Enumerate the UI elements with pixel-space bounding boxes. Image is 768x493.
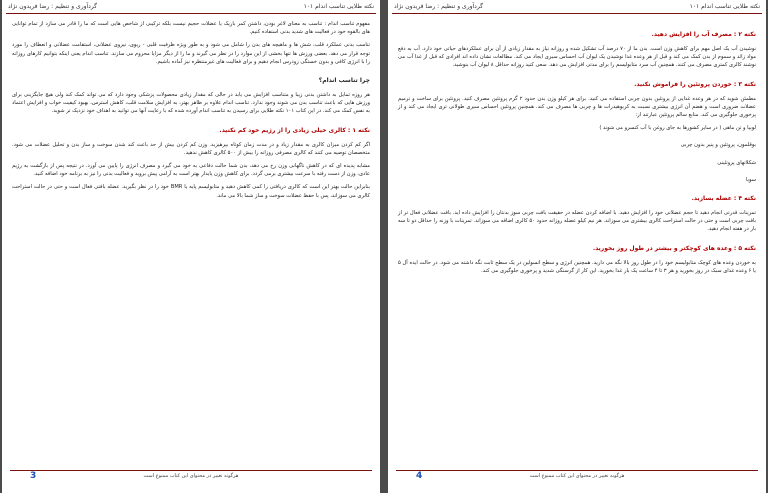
- paragraph: تمرینات قدرتی انجام دهید تا حجم عضلانی خود را افزایش دهید. با اضافه کردن عضله در حقیقت بافت چربی سوز بدنتان را افزایش داده اید. بافت عضلانی فعال تر از بافت چربی است و حتی در حالت استراحت کالری بیشتری می سوزاند. هر نیم کیلو عضله روزانه حدود ۵۰ کالری اضافه می سوزاند. تمرینات با وزنه را حداقل دو تا سه بار در هفته انجام دهید.: [398, 210, 756, 233]
- list-intro: لوبیا و تن ماهی ( در سایر کشورها به جای روغن با آب کنسرو می شوند ): [599, 125, 756, 132]
- page-header: [392, 3, 762, 14]
- tip-heading: نکته ۳ : خوردن پروتئین را فراموش نکنید.: [634, 80, 756, 88]
- paragraph: مطمئن شوید که در هر وعده غذایی از پروتئین بدون چربی استفاده می کنید. برای هر کیلو وزن بدن حدود ۲ گرم پروتئین مصرف کنید. پروتئین برای ساخت و ترمیم عضلات ضروری است و هضم آن انرژی بیشتری نسبت به کربوهیدرات ها و چربی ها مصرف می کند. همچنین پروتئین احساس سیری طولانی تری ایجاد می کند و از پرخوری جلوگیری می کند. منابع سالم پروتئین عبارتند از:: [398, 95, 756, 119]
- paragraph: تناسب بدنی عملکرد قلب، شش ها و ماهیچه های بدن را شامل می شود و به طور ویژه ظرفیت قلبی - ریوی، نیروی عضلانی، استقامت عضلانی و انعطاف را مورد توجه قرار می دهد. بعضی ورزش ها تنها بخشی از این موارد را در نظر می گیرند و ما را از دیگر مزایا محروم می سازند. تناسب اندام یعنی اینکه بتوانیم کارهای روزانه را با انرژی کافی و بدون خستگی زودرس انجام دهیم و برای فعالیت های غیرمنتظره نیز آماده باشیم.: [12, 42, 370, 65]
- paragraph: هر روزه تمایل به داشتن بدنی زیبا و متناسب افزایش می یابد در حالی که مقدار زیادی محصولات پزشکی وجود دارد که می تواند کمک کند ولی هیچ جایگزینی برای ورزش هایی که باعث تناسب بدن می شوند وجود ندارد. تناسب اندام علاوه بر ظاهر بهتر، به افزایش سلامت قلب، کاهش استرس، بهبود کیفیت خواب و افزایش اعتماد به نفس کمک می کند. در این کتاب ۱۰۱ نکته طلایی برای رسیدن به تناسب اندام آورده شده که با رعایت آنها می توانید به اهداف خود نزدیک تر شوید.: [12, 92, 370, 115]
- page-content: [398, 20, 756, 280]
- header-book-title: ۱۰۱ نکته طلایی تناسب اندام: [689, 3, 760, 10]
- paragraph: به خوردن وعده های کوچک متابولیسم خود را در طول روز بالا نگه می دارید. همچنین انرژی و سطح انسولین در یک سطح ثابت نگه داشته می شود. در حالت ایده آل ۵ یا ۶ وعده غذای سبک در روز بخورید و هر ۳ تا ۴ ساعت یک بار غذا بخورید. این کار از گرسنگی شدید و پرخوری جلوگیری می کند.: [398, 259, 756, 274]
- page-footer: [10, 470, 372, 485]
- tip-heading: نکته ۵ : وعده های کوچکتر و بیشتر در طول روز بخورید.: [592, 244, 756, 252]
- header-book-title: ۱۰۱ نکته طلایی تناسب اندام: [303, 3, 374, 10]
- paragraph: مشابه پدیده ای که در کاهش ناگهانی وزن رخ می دهد، بدن شما حالت دفاعی به خود می گیرد و مصرف انرژی را پایین می آورد. در نتیجه پس از بازگشت به رژیم عادی، وزن از دست رفته با سرعت بیشتری برمی گردد. برای کاهش وزن پایدار بهتر است به آرامی پیش بروید و فعالیت بدنی را نیز به برنامه خود اضافه کنید.: [12, 163, 370, 178]
- header-author: گردآوری و تنظیم : رضا فریدون نژاد: [8, 3, 98, 10]
- paragraph: اگر کم کردن میزان کالری به مقدار زیاد و در مدت زمان کوتاه بپرهیزید. وزن کم کردن بیش از حد باعث کند شدن سوخت و ساز بدن و تحلیل عضلات می شود. متخصصان توصیه می کنند که کالری مصرفی روزانه را بیش از ۵۰۰ کالری کاهش ندهید.: [12, 141, 370, 156]
- paragraph: نوشیدن آب یک اصل مهم برای کاهش وزن است. بدن ما از ۷۰ درصد آب تشکیل شده و روزانه نیاز به مقدار زیادی از آن برای عملکردهای حیاتی خود دارد. آب به دفع مواد زائد و سموم از بدن کمک می کند و قبل از هر وعده غذا نوشیدن یک لیوان آب احساس سیری ایجاد می کند. مطالعات نشان داده اند افرادی که قبل از غذا آب می نوشند کالری کمتری مصرف می کنند. همچنین آب سرد متابولیسم را برای مدتی افزایش می دهد. سعی کنید روزانه حداقل ۸ لیوان آب بنوشید.: [398, 46, 756, 69]
- paragraph: بنابراین حالت بهتر این است که کالری دریافتی را کمی کاهش دهید و متابولیسم پایه یا BMR خود را در نظر بگیرید. عضله بافتی فعال است و حتی در حالت استراحت کالری می سوزاند، پس با حفظ عضلات سوخت و ساز شما بالا می ماند.: [12, 184, 370, 199]
- footer-note: هرگونه تغییر در محتوای این کتاب ممنوع است: [143, 473, 239, 479]
- page-header: [6, 3, 376, 14]
- intro-paragraph: مفهوم تناسب اندام : تناسب به معنای لاغر بودن، داشتن کمر باریک یا عضلات حجیم نیست بلکه ترکیبی از شاخص هایی است که ما را قادر می سازد از تمام توانایی های بالقوه خود در فعالیت های شدید بدنی استفاده کنیم.: [12, 21, 370, 36]
- page-number: 3: [30, 471, 37, 481]
- tip-heading: نکته ۲ : مصرف آب را افزایش دهید.: [651, 31, 756, 38]
- list-item: بوقلمون، پروتئین و پنیر بدون چربی: [680, 142, 756, 149]
- list-item: سویا: [745, 176, 756, 183]
- header-author: گردآوری و تنظیم : رضا فریدون نژاد: [394, 3, 484, 10]
- page-footer: [396, 470, 758, 485]
- footer-note: هرگونه تغییر در محتوای این کتاب ممنوع است: [529, 473, 625, 479]
- section-heading: چرا تناسب اندام؟: [318, 77, 370, 85]
- page-content: [12, 20, 370, 205]
- list-item: شکلاتهای پروتئینی: [717, 159, 756, 166]
- page-left: [2, 0, 380, 493]
- page-number: 4: [416, 471, 423, 481]
- tip-heading: نکته ۴ : عضله بسازید.: [691, 195, 756, 203]
- tip-heading: نکته ۱ : کالری خیلی زیادی را از رژیم خود کم نکنید.: [219, 126, 370, 134]
- page-right: [388, 0, 766, 493]
